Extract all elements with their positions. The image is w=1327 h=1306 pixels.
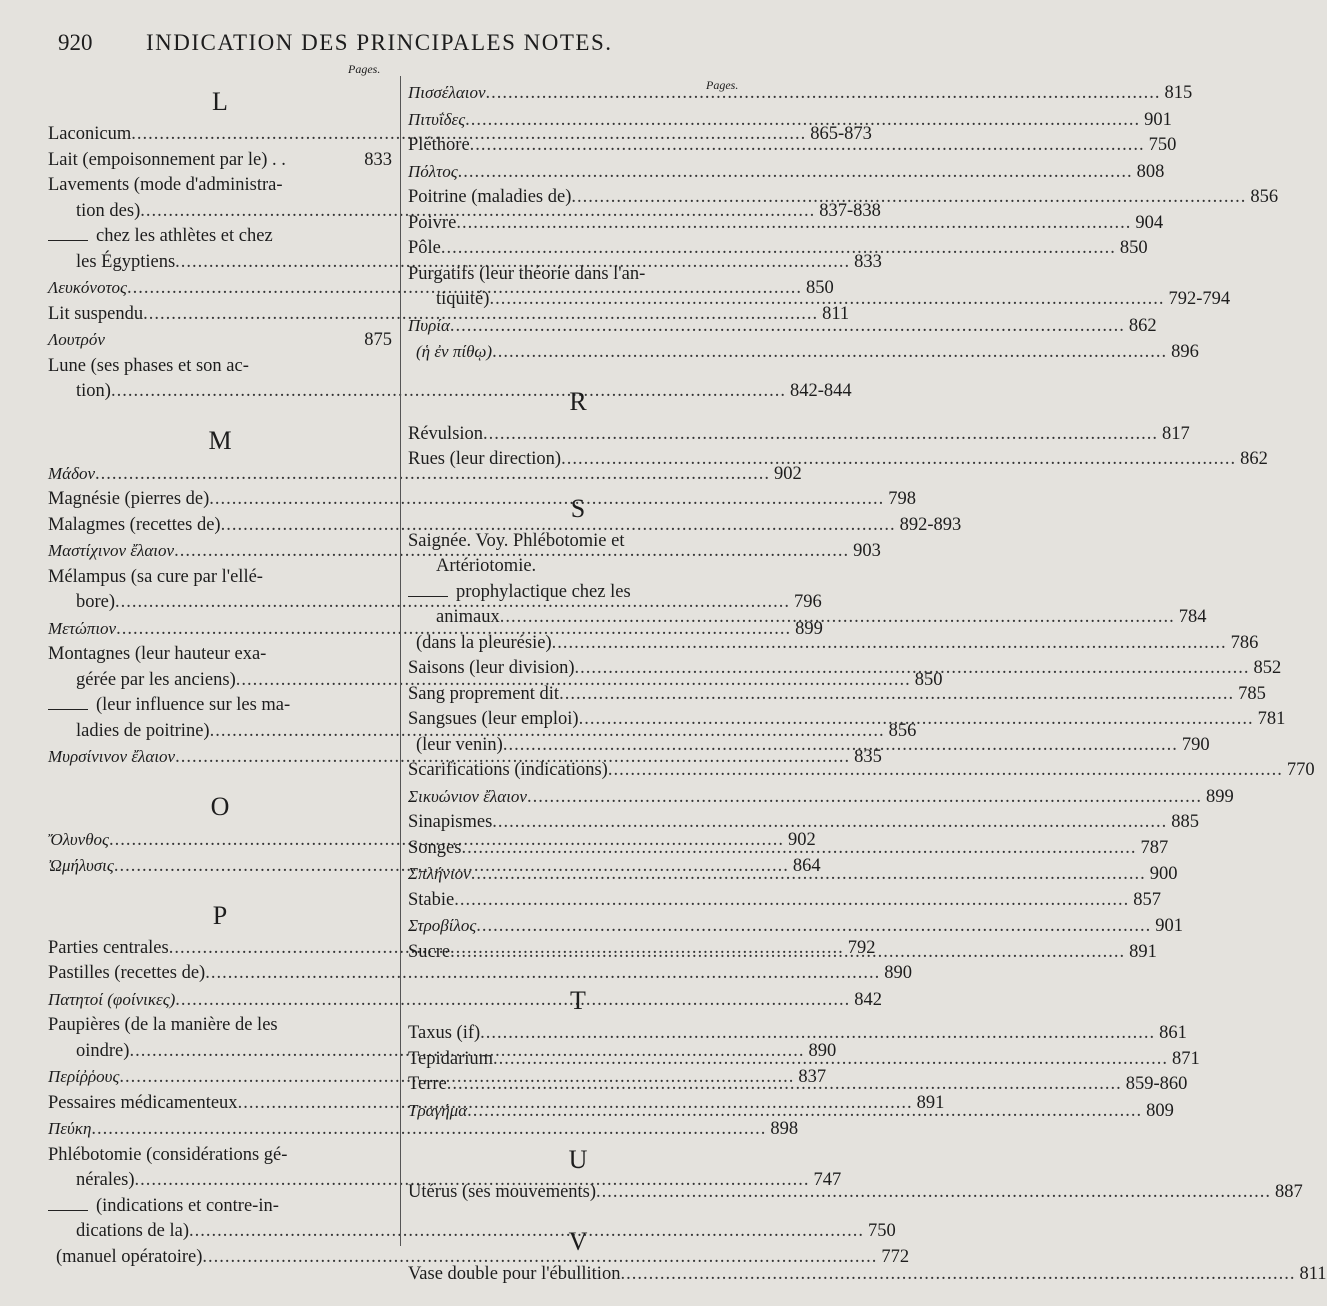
entry-text: les Égyptiens	[76, 251, 176, 272]
repeat-dash	[48, 1210, 88, 1211]
entry-text: Scarifications (indications)	[408, 760, 608, 780]
entry-text: Μαστίχινον ἔλαιον	[48, 541, 175, 560]
page-ref: 871	[1172, 1048, 1200, 1069]
entry-text: (dans la pleurésie)	[416, 632, 552, 653]
entry-text: Τραγήμα	[408, 1100, 468, 1120]
entry-line	[408, 262, 748, 288]
leader-dots	[458, 160, 1133, 186]
entry-text: Mélampus (sa cure par l'ellé-	[48, 566, 263, 587]
section-gap	[408, 1124, 748, 1138]
entry-text: Μυρσίνινον ἔλαιον	[48, 747, 176, 766]
leader-dots	[450, 314, 1125, 340]
index-entry	[48, 354, 852, 405]
entry-line	[408, 1262, 1327, 1288]
entry-text: tiquité)	[436, 289, 490, 309]
entry-text: Σικυώνιον ἔλαιον	[408, 786, 527, 806]
leader-dots	[461, 836, 1136, 862]
entry-line	[408, 422, 1190, 448]
leader-dots	[483, 422, 1158, 448]
leader-dots	[575, 656, 1250, 682]
leader-dots	[456, 211, 1131, 237]
entry-text: Révulsion	[408, 423, 484, 444]
entry-text: Montagnes (leur hauteur exa-	[48, 644, 267, 664]
section-gap	[408, 473, 748, 487]
page-ref: 772	[881, 1246, 910, 1267]
leader-dots	[552, 631, 1227, 657]
leader-dots	[493, 1047, 1168, 1073]
leader-dots	[571, 185, 1246, 211]
page-ref: 850	[805, 278, 834, 298]
entry-text: (ἡ ἐν πίθῳ)	[416, 342, 493, 361]
entry-line	[48, 642, 392, 668]
entry-text: Pléthore	[408, 135, 470, 155]
pages-label-left: Pages.	[348, 62, 381, 76]
entry-text: Paupières (de la manière de les	[48, 1015, 278, 1035]
entry-line	[48, 961, 912, 987]
page-ref: 896	[1171, 342, 1199, 362]
entry-text: Terre	[408, 1074, 447, 1094]
page-ref: 892-893	[899, 514, 962, 535]
page-ref: 792	[847, 937, 876, 958]
leader-dots	[559, 682, 1234, 708]
page-ref: 862	[1240, 449, 1268, 469]
page-ref: 898	[770, 1119, 799, 1139]
leader-dots	[492, 340, 1167, 366]
entry-text: Λουτρόν	[48, 330, 105, 349]
index-entry	[408, 682, 1266, 708]
leader-dots	[596, 1180, 1271, 1206]
index-entry	[408, 1021, 1187, 1047]
page-ref: 837	[798, 1067, 827, 1087]
page-ref: 786	[1230, 632, 1259, 653]
page-ref: 842	[854, 989, 883, 1010]
entry-text: oindre)	[76, 1040, 130, 1061]
section-gap	[48, 405, 392, 419]
index-entry	[48, 148, 392, 174]
page-ref: 859-860	[1125, 1074, 1188, 1094]
entry-text: Lait (empoisonnement par le) . .	[48, 149, 286, 170]
page-ref: 861	[1159, 1023, 1187, 1043]
entry-text: (leur influence sur les ma-	[96, 695, 291, 715]
page-ref: 808	[1136, 161, 1165, 182]
leader-dots	[489, 287, 1164, 313]
entry-line	[408, 913, 1183, 940]
section-gap	[408, 1206, 748, 1220]
entry-line	[48, 693, 392, 719]
page-ref: 891	[1129, 941, 1157, 962]
page-ref: 856	[888, 720, 917, 741]
entry-line	[48, 224, 392, 250]
leader-dots	[503, 733, 1178, 759]
page-ref: 864	[792, 856, 821, 876]
repeat-dash	[408, 596, 448, 597]
section-gap	[408, 965, 748, 979]
entry-text: Ὄλυνθος	[48, 829, 109, 849]
index-entry	[48, 961, 912, 987]
index-entry	[48, 513, 962, 539]
leader-dots	[492, 810, 1167, 836]
section-letter: O	[210, 791, 230, 821]
entry-line	[408, 339, 1199, 366]
index-entry	[48, 487, 917, 513]
entry-text: Pastilles (recettes de)	[48, 963, 206, 983]
section-gap	[48, 880, 392, 894]
page-ref: 902	[787, 829, 816, 850]
entry-line	[408, 211, 1164, 237]
entry-text: Στροβίλος	[408, 916, 477, 935]
page-ref: 781	[1257, 709, 1286, 729]
entry-text: Lune (ses phases et son ac-	[48, 355, 249, 376]
repeat-dash	[48, 709, 88, 710]
page-ref: 785	[1238, 683, 1266, 704]
entry-text: Πεύκη	[48, 1119, 92, 1138]
page-ref: 899	[1205, 786, 1234, 807]
leader-dots	[527, 785, 1202, 811]
page-title: INDICATION DES PRINCIPALES NOTES.	[146, 30, 613, 55]
page-ref: 750	[868, 1221, 896, 1241]
index-entry	[408, 784, 1234, 811]
entry-text: Malagmes (recettes de)	[48, 514, 221, 535]
entry-text: Pessaires médicamenteux	[48, 1092, 238, 1113]
entry-line	[48, 327, 392, 354]
leader-dots	[486, 81, 1161, 107]
entry-text: Sinapismes	[408, 812, 493, 832]
entry-text: tion des)	[76, 200, 141, 221]
entry-text: Πιτυΐδες	[408, 109, 466, 129]
entry-text: Vase double pour l'ébullition	[408, 1263, 621, 1284]
page-ref: 835	[854, 747, 882, 767]
leader-dots	[471, 862, 1146, 888]
entry-line	[408, 447, 1268, 473]
entry-text: Magnésie (pierres de)	[48, 489, 210, 509]
entry-text: Artériotomie.	[436, 556, 537, 576]
index-entry	[48, 327, 392, 354]
entry-text: Sucre	[408, 941, 451, 962]
entry-text: Rues (leur direction)	[408, 449, 562, 469]
page-ref: 887	[1275, 1182, 1303, 1202]
entry-text: Saignée. Voy. Phlébotomie et	[408, 530, 625, 551]
entry-text: Purgatifs (leur théorie dans l'an-	[408, 263, 646, 284]
entry-text: animaux	[436, 607, 500, 627]
page-ref: 787	[1140, 837, 1169, 858]
leader-dots	[620, 1262, 1295, 1288]
page-ref: 899	[795, 618, 823, 639]
entry-text: chez les athlètes et chez	[96, 226, 273, 246]
leader-dots	[608, 758, 1283, 784]
entry-line	[408, 554, 748, 580]
page-ref: 862	[1128, 315, 1157, 336]
entry-text: Lit suspendu	[48, 303, 144, 324]
entry-line	[48, 1219, 896, 1245]
entry-line	[48, 987, 883, 1014]
entry-text: Phlébotomie (considérations gé-	[48, 1144, 288, 1165]
leader-dots	[500, 605, 1175, 631]
leader-dots	[465, 108, 1140, 134]
entry-text: Tepidarium	[408, 1048, 494, 1069]
page-ref: 770	[1286, 760, 1315, 780]
page-ref: 796	[794, 592, 822, 612]
entry-text: Parties centrales	[48, 937, 169, 958]
index-entry	[408, 529, 748, 580]
leader-dots	[447, 1072, 1122, 1098]
entry-line	[408, 631, 1259, 657]
index-entry	[408, 758, 1315, 784]
entry-text: gérée par les anciens)	[76, 669, 236, 690]
entry-line	[48, 1143, 392, 1169]
index-entry	[408, 339, 1199, 366]
entry-line	[48, 461, 802, 488]
entry-line	[48, 1194, 392, 1220]
leader-dots	[441, 236, 1116, 262]
page-ref: 750	[1148, 135, 1177, 155]
page-ref: 857	[1133, 889, 1161, 910]
page-ref: 790	[1181, 734, 1210, 755]
leader-dots	[450, 940, 1125, 966]
entry-text: Songes	[408, 837, 462, 858]
page-ref: 798	[888, 489, 917, 509]
entry-line	[408, 580, 748, 606]
index-entry	[408, 80, 1193, 107]
page-ref: 891	[916, 1092, 945, 1113]
leader-dots	[561, 447, 1236, 473]
section-letter: L	[212, 87, 228, 116]
column-divider	[400, 76, 401, 1246]
page-ref: 856	[1250, 187, 1279, 207]
entry-text: Μετώπιον	[48, 618, 117, 638]
page-ref: 850	[1119, 238, 1148, 258]
entry-text: Taxus (if)	[408, 1023, 481, 1043]
entry-text: prophylactique chez les	[456, 581, 631, 602]
page-ref: 850	[914, 669, 943, 690]
entry-text: Πισσέλαιον	[408, 83, 486, 102]
entry-line	[408, 784, 1234, 811]
entry-line	[48, 565, 392, 591]
page-number: 920	[58, 30, 93, 55]
entry-line	[48, 1013, 392, 1039]
entry-line	[408, 159, 1165, 186]
index-entry	[408, 631, 1259, 657]
entry-text: Μάδον	[48, 463, 96, 483]
page-ref: 901	[1144, 109, 1172, 130]
entry-text: Pôle	[408, 238, 441, 258]
entry-text: dications de la)	[76, 1221, 190, 1241]
entry-line	[48, 379, 852, 405]
entry-text: (manuel opératoire)	[56, 1246, 203, 1267]
section-gap	[408, 366, 748, 380]
page-ref: 900	[1149, 864, 1178, 884]
leader-dots	[579, 707, 1254, 733]
entry-line	[408, 682, 1266, 708]
index-entry	[408, 913, 1183, 940]
entry-line	[48, 148, 392, 174]
entry-line	[48, 513, 962, 539]
entry-text: Περίῤῥους	[48, 1067, 120, 1086]
section-gap	[48, 771, 392, 785]
leader-dots	[470, 133, 1145, 159]
page-ref: 833	[854, 251, 882, 272]
entry-line	[48, 173, 392, 199]
entry-line	[408, 758, 1315, 784]
page-ref: 885	[1171, 812, 1200, 832]
entry-text: Stabie	[408, 889, 455, 910]
entry-text: tion)	[76, 381, 111, 401]
repeat-dash	[48, 240, 88, 241]
entry-text: Saisons (leur division)	[408, 658, 575, 678]
index-entry	[408, 211, 1164, 237]
page-ref: 747	[813, 1170, 842, 1190]
index-entry	[408, 447, 1268, 473]
entry-text: Πατητοί (φοίνικες)	[48, 989, 176, 1009]
index-entry	[408, 159, 1165, 186]
leader-dots	[476, 914, 1151, 940]
section-letter: S	[570, 493, 586, 523]
section-letter: T	[570, 986, 586, 1015]
section-letter: M	[208, 425, 232, 455]
index-entry	[408, 422, 1190, 448]
entry-text: Λευκόνοτος	[48, 278, 127, 297]
entry-line	[48, 487, 917, 513]
entry-text: Ὠμήλυσις	[48, 856, 114, 875]
entry-line	[48, 354, 392, 380]
page-ref: 901	[1155, 916, 1183, 936]
section-letter: V	[568, 1226, 588, 1256]
index-entry	[408, 810, 1200, 836]
pages-label-right: Pages.	[706, 78, 739, 92]
entry-line	[48, 1245, 910, 1271]
page-ref: 817	[1162, 423, 1190, 444]
page-ref: 890	[884, 963, 912, 983]
entry-line	[408, 888, 1161, 914]
page-ref: 842-844	[789, 381, 852, 401]
page-ref: 837-838	[819, 200, 881, 221]
page-ref: 811	[822, 303, 850, 324]
page-ref: 904	[1135, 212, 1164, 233]
entry-line	[48, 1116, 799, 1143]
index-entry	[408, 888, 1161, 914]
entry-text: bore)	[76, 592, 116, 612]
page-ref: 852	[1253, 658, 1282, 678]
leader-dots	[467, 1099, 1142, 1125]
page-ref: 890	[808, 1040, 837, 1061]
entry-text: Sangsues (leur emploi)	[408, 709, 579, 729]
index-entry	[48, 1116, 799, 1143]
page-ref: 815	[1164, 83, 1193, 103]
entry-text: Πυρία	[408, 315, 450, 335]
page-ref: 875	[364, 330, 392, 350]
index-entry	[48, 987, 883, 1014]
entry-text: Σπλήνιον	[408, 864, 471, 883]
entry-text: (leur venin)	[416, 734, 503, 755]
page-ref: 833	[364, 149, 392, 170]
page-ref: 809	[1146, 1100, 1174, 1121]
entry-text: Laconicum	[48, 124, 132, 144]
section-letter: P	[212, 900, 228, 930]
entry-text: Poitrine (maladies de)	[408, 187, 572, 207]
index-entry	[48, 1194, 896, 1245]
entry-text: (indications et contre-in-	[96, 1195, 279, 1216]
index-entry	[48, 461, 802, 488]
page-ref: 902	[774, 463, 802, 484]
page-ref: 811	[1299, 1263, 1327, 1284]
index-entry	[48, 1245, 910, 1271]
entry-line	[408, 529, 748, 555]
page-ref: 784	[1178, 607, 1207, 627]
entry-line	[408, 80, 1193, 107]
entry-text: Utérus (ses mouvements)	[408, 1182, 597, 1202]
leader-dots	[454, 888, 1129, 914]
index-entry	[408, 1262, 1327, 1288]
entry-text: Πόλτος	[408, 161, 458, 181]
entry-line	[408, 1021, 1187, 1047]
entry-text: Lavements (mode d'administra-	[48, 175, 283, 195]
section-letter: R	[569, 386, 587, 416]
entry-text: nérales)	[76, 1170, 135, 1190]
entry-line	[408, 810, 1200, 836]
page-ref: 903	[853, 541, 881, 561]
entry-text: ladies de poitrine)	[76, 720, 210, 741]
entry-text: Poivre	[408, 212, 457, 233]
section-letter: U	[568, 1145, 588, 1174]
leader-dots	[480, 1021, 1155, 1047]
entry-text: Sang proprement dit	[408, 683, 560, 704]
page-ref: 865-873	[810, 124, 872, 144]
page-ref: 792-794	[1168, 289, 1231, 309]
